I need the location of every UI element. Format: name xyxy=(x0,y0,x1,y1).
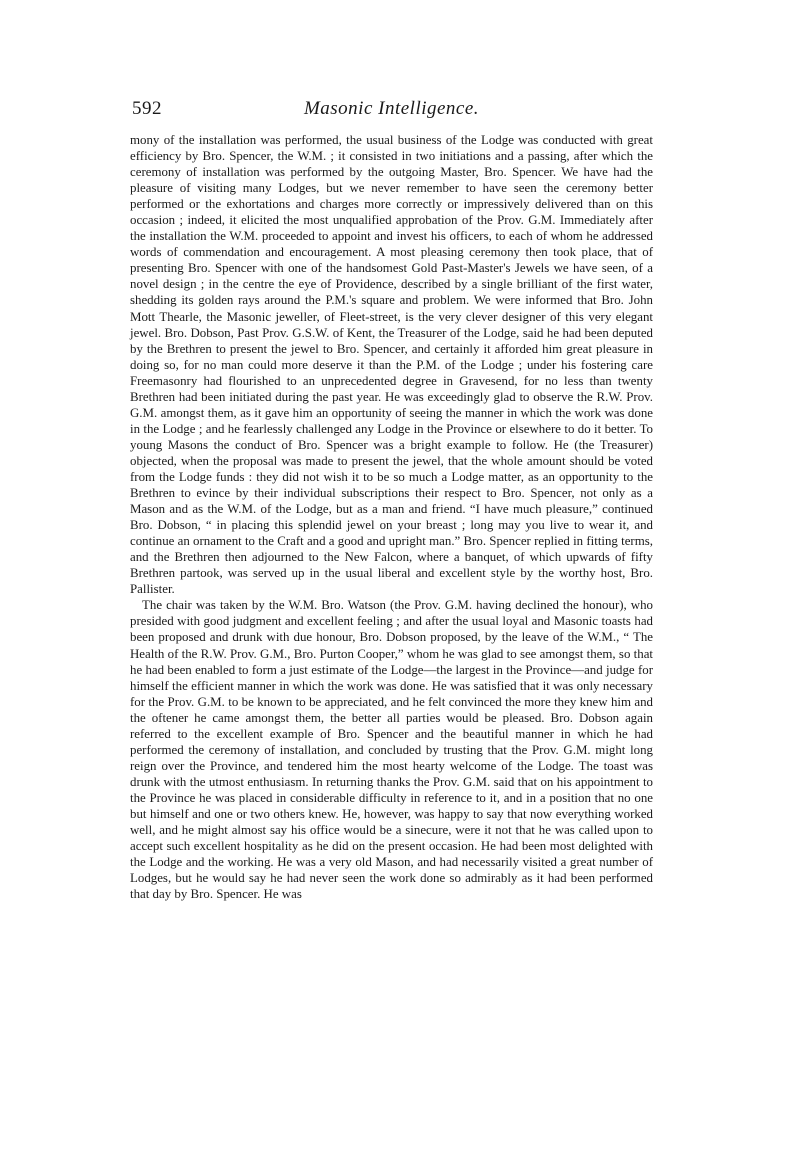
page-number: 592 xyxy=(132,98,162,119)
article-body xyxy=(130,132,653,902)
page xyxy=(130,98,653,902)
paragraph-banquet: The chair was taken by the W.M. Bro. Watson (the Prov. G.M. having declined the honour), who presided with good judgment and excellent feeling ; and after the usual loyal and Masonic toasts had been proposed and drunk with due honour, Bro. Dobson proposed, by the leave of the W.M., “ The Health of the R.W. Prov. G.M., Bro. Purton Cooper,” whom he was glad to see amongst them, so that he had been enabled to form a just estimate of the Lodge—the largest in the Province—and judge for himself the efficient manner in which the work was done. He was satisfied that it was only necessary for the Prov. G.M. to be known to be appreciated, and he felt convinced the more they knew him and the oftener he came amongst them, the better all parties would be pleased. Bro. Dobson again referred to the excellent example of Bro. Spencer and the beautiful manner in which he had performed the ceremony of installation, and concluded by trusting that the Prov. G.M. might long reign over the Province, and tendered him the most hearty welcome of the Lodge. The toast was drunk with the utmost enthusiasm. In returning thanks the Prov. G.M. said that on his appointment to the Province he was placed in considerable difficulty in reference to it, and in a position that no one but himself and one or two others knew. He, however, was happy to say that now everything worked well, and he might almost say his office would be a sinecure, were it not that he was called upon to accept such excellent hospitality as he did on the present occasion. He had been most delighted with the Lodge and the working. He was a very old Mason, and had necessarily visited a great number of Lodges, but he would say he had never seen the work done so admirably as it had been performed that day by Bro. Spencer. He was xyxy=(130,598,653,902)
running-head xyxy=(130,98,653,124)
running-title: Masonic Intelligence. xyxy=(303,98,480,119)
paragraph-installation: mony of the installation was performed, the usual business of the Lodge was conducted with great efficiency by Bro. Spencer, the W.M. ; it consisted in two initiations and a passing, after which the ceremony of installation was performed by the outgoing Master, Bro. Spencer. We have had the pleasure of visiting many Lodges, but we never remember to have seen the ceremony better performed or the exhortations and charges more correctly or impressively delivered than on this occasion ; indeed, it elicited the most unqualified approbation of the Prov. G.M. Immediately after the installation the W.M. proceeded to appoint and invest his officers, to each of whom he addressed words of commendation and encouragement. A most pleasing ceremony then took place, that of presenting Bro. Spencer with one of the handsomest Gold Past-Master's Jewels we have seen, of a novel design ; in the centre the eye of Providence, described by a single brilliant of the first water, shedding its golden rays around the P.M.'s square and problem. We were informed that Bro. John Mott Thearle, the Masonic jeweller, of Fleet-street, is the very clever designer of this very elegant jewel. Bro. Dobson, Past Prov. G.S.W. of Kent, the Treasurer of the Lodge, said he had been deputed by the Brethren to present the jewel to Bro. Spencer, and certainly it afforded him great pleasure in doing so, for no man could more deserve it than the P.M. of the Lodge ; under his fostering care Freemasonry had flourished to an unprecedented degree in Gravesend, for no less than twenty Brethren had been initiated during the past year. He was exceedingly glad to observe the R.W. Prov. G.M. amongst them, as it gave him an opportunity of seeing the manner in which the work was done in the Lodge ; and he fearlessly challenged any Lodge in the Province or elsewhere to do it better. To young Masons the conduct of Bro. Spencer was a bright example to follow. He (the Treasurer) objected, when the proposal was made to present the jewel, that the whole amount should be voted from the Lodge funds : they did not wish it to be so much a Lodge matter, as an opportunity to the Brethren to evince by their individual subscriptions their respect to Bro. Spencer, not only as a Mason and as the W.M. of the Lodge, but as a man and friend. “I have much pleasure,” continued Bro. Dobson, “ in placing this splendid jewel on your breast ; long may you live to wear it, and continue an ornament to the Craft and a good and upright man.” Bro. Spencer replied in fitting terms, and the Brethren then adjourned to the New Falcon, where a banquet, of which upwards of fifty Brethren partook, was served up in the usual liberal and excellent style by the worthy host, Bro. Pallister. xyxy=(130,133,653,597)
